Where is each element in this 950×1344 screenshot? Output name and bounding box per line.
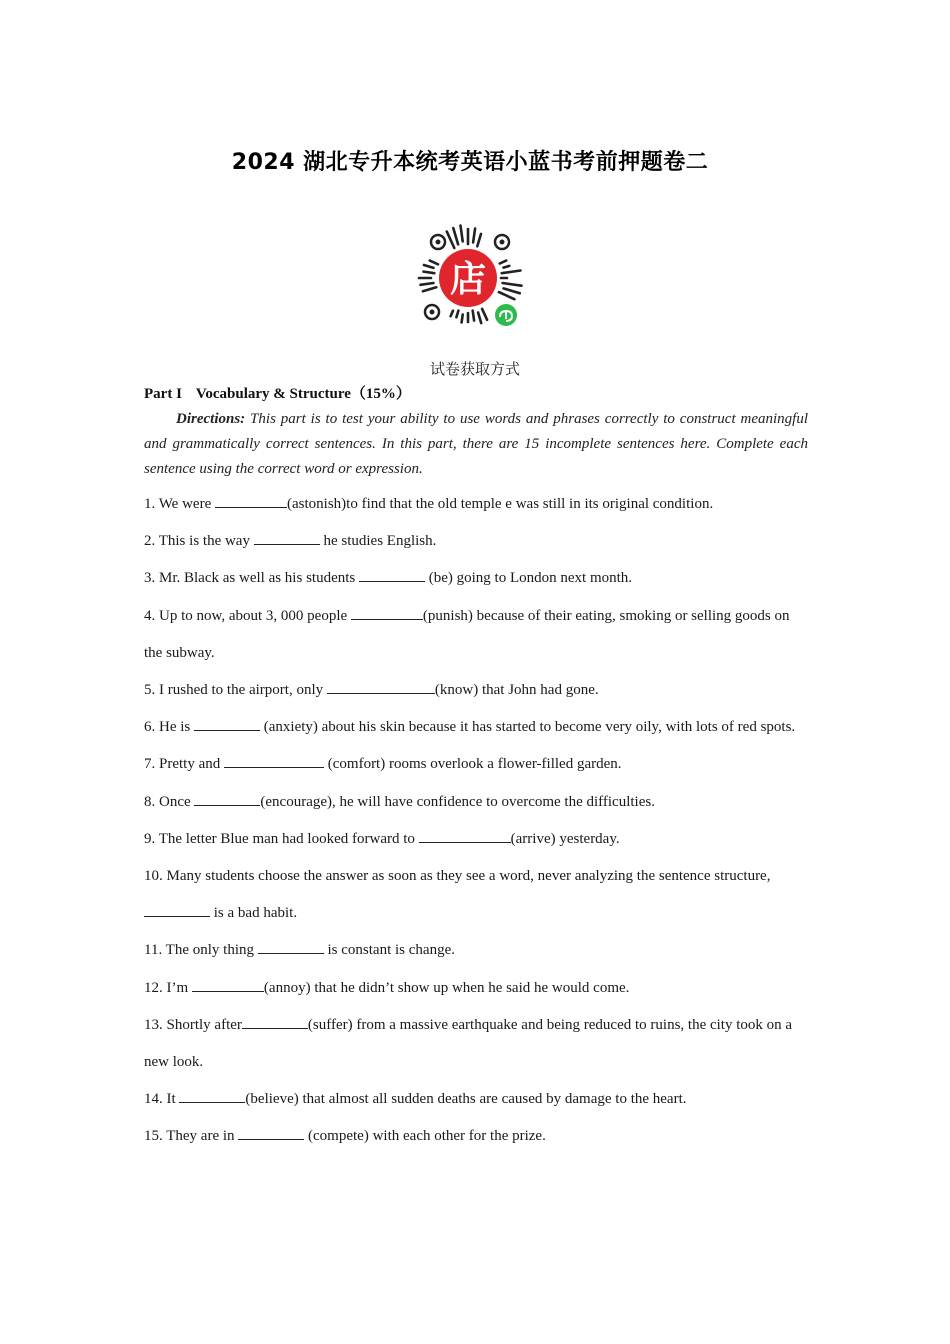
qr-caption: 试卷获取方式 (429, 360, 520, 378)
answer-blank[interactable] (179, 1088, 245, 1103)
question-number: 13. (144, 1016, 163, 1033)
page-title: 2024 湖北专升本统考英语小蓝书考前押题卷二 (231, 150, 709, 175)
question-text-before: The only thing (162, 942, 258, 959)
question-text-after: (compete) with each other for the prize. (304, 1128, 546, 1145)
qr-ray (478, 313, 481, 324)
question-item (144, 523, 808, 560)
question-text-after: (be) going to London next month. (424, 570, 633, 587)
qr-ray (504, 288, 520, 293)
question-text-before: Once (155, 793, 195, 810)
question-number: 1. (144, 496, 156, 512)
qr-ray (500, 261, 506, 264)
qr-ray (447, 232, 455, 248)
question-item (144, 858, 808, 932)
question-number: 4. (144, 607, 156, 624)
answer-blank[interactable] (351, 605, 423, 620)
question-item (144, 1081, 808, 1118)
qr-ray (456, 311, 458, 318)
question-item (144, 560, 808, 597)
qr-ray (451, 311, 453, 317)
answer-blank[interactable] (359, 567, 425, 582)
question-text-after: (arrive) yesterday. (510, 830, 620, 847)
question-text-before: I’m (162, 979, 192, 996)
part-heading (144, 383, 808, 405)
qr-ray (421, 283, 434, 285)
question-text-before: It (162, 1091, 180, 1108)
question-text-after: (encourage), he will have confidence to overcome the difficulties. (260, 793, 655, 810)
answer-blank[interactable] (327, 679, 435, 694)
part-label: Part I (144, 386, 182, 402)
qr-ray (461, 226, 463, 242)
question-text-before: Pretty and (155, 756, 224, 773)
part-name: Vocabulary & Structure（15%） (195, 386, 411, 402)
question-number: 10. (144, 868, 163, 885)
answer-blank[interactable] (192, 977, 264, 992)
mini-program-qr-code[interactable] (410, 220, 530, 340)
answer-blank[interactable] (144, 902, 210, 917)
question-text-before: Many students choose the answer as soon as they see a word, never analyzing the sentence structure, (162, 868, 771, 885)
qr-ray (423, 287, 436, 291)
question-item (144, 486, 808, 523)
qr-ray (473, 311, 474, 321)
question-item (144, 709, 808, 746)
question-text-after: is a bad habit. (210, 905, 298, 922)
answer-blank[interactable] (224, 753, 324, 768)
question-text-after: (suffer) from a massive earthquake and being reduced to ruins, the city took on a new look. (144, 1016, 793, 1071)
question-number: 11. (144, 942, 163, 959)
question-item (144, 970, 808, 1007)
question-text-before: Shortly after (162, 1016, 242, 1033)
question-text-before: I rushed to the airport, only (155, 682, 327, 699)
directions-label: Directions: (176, 411, 246, 427)
question-text-after: he studies English. (319, 533, 437, 550)
answer-blank[interactable] (242, 1014, 308, 1029)
answer-blank[interactable] (419, 828, 511, 843)
question-number: 9. (144, 830, 156, 847)
question-item (144, 932, 808, 969)
question-item (144, 672, 808, 709)
qr-code-graphic (410, 220, 530, 340)
question-number: 7. (144, 756, 156, 773)
question-text-before: Up to now, about 3, 000 people (155, 607, 351, 624)
question-item (144, 598, 808, 672)
answer-blank[interactable] (258, 939, 324, 954)
question-item (144, 1118, 808, 1155)
answer-blank[interactable] (238, 1125, 304, 1140)
question-item (144, 784, 808, 821)
question-item (144, 1007, 808, 1081)
answer-blank[interactable] (194, 716, 260, 731)
qr-ray (503, 283, 522, 286)
question-text-before: He is (155, 719, 194, 736)
question-text-before: We were (155, 496, 215, 512)
question-text-after: (annoy) that he didn’t show up when he said he would come. (263, 979, 630, 996)
qr-ray (430, 261, 438, 265)
shop-logo-glyph: 店 (449, 259, 487, 300)
question-text-after: (believe) that almost all sudden deaths are caused by damage to the heart. (245, 1091, 687, 1108)
question-list (144, 486, 808, 1156)
question-text-after: (punish) because of their eating, smoking or selling goods on the subway. (144, 607, 790, 661)
question-item (144, 746, 808, 783)
directions-text: This part is to test your ability to use words and phrases correctly to construct meaningful and grammatically correct sentences. In this part, there are 15 incomplete sentences here. Complete each sentence using the correct word or expression. (144, 411, 808, 477)
question-text-after: (know) that John had gone. (434, 682, 599, 699)
qr-ray (482, 309, 487, 320)
question-text-after: (comfort) rooms overlook a flower-filled garden. (324, 756, 622, 773)
question-text-before: Mr. Black as well as his students (155, 570, 359, 587)
answer-blank[interactable] (215, 493, 287, 508)
question-text-before: This is the way (155, 533, 254, 550)
question-number: 12. (144, 979, 163, 996)
qr-ray (462, 315, 463, 323)
question-text-before: They are in (162, 1128, 239, 1145)
qr-ray (504, 266, 510, 268)
question-item (144, 821, 808, 858)
question-number: 8. (144, 793, 156, 810)
exam-content (144, 383, 808, 1156)
question-number: 2. (144, 533, 156, 550)
qr-ray (424, 272, 435, 274)
answer-blank[interactable] (194, 791, 260, 806)
qr-ray (502, 271, 521, 274)
qr-ray (477, 234, 481, 246)
question-text-after: (anxiety) about his skin because it has started to become very oily, with lots of red spots. (260, 719, 796, 736)
question-text-after: is constant is change. (323, 942, 455, 959)
qr-ray (473, 229, 475, 243)
qr-ray (453, 228, 458, 244)
qr-ray (424, 265, 434, 268)
question-number: 14. (144, 1091, 163, 1108)
question-number: 5. (144, 682, 156, 699)
question-text-after: (astonish)to find that the old temple e was still in its original condition. (287, 496, 714, 512)
question-number: 15. (144, 1128, 163, 1145)
question-number: 6. (144, 719, 156, 736)
question-number: 3. (144, 570, 156, 587)
directions (144, 407, 808, 482)
question-text-before: The letter Blue man had looked forward to (155, 830, 419, 847)
qr-ray (499, 292, 515, 299)
answer-blank[interactable] (254, 530, 320, 545)
